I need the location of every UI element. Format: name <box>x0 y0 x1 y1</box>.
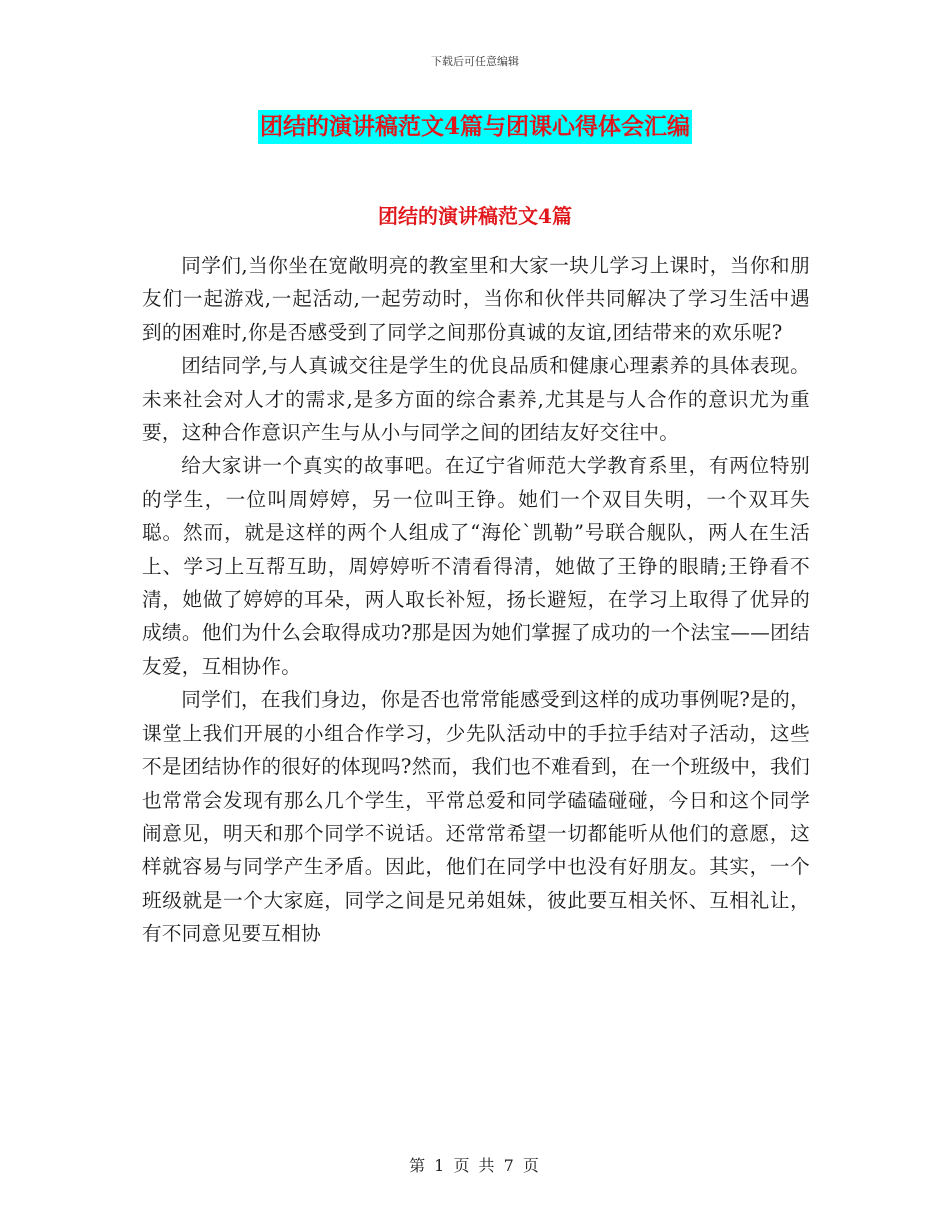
body-text <box>142 249 810 951</box>
paragraph: 同学们,当你坐在宽敞明亮的教室里和大家一块儿学习上课时，当你和朋友们一起游戏,一起活动,一起劳动时，当你和伙伴共同解决了学习生活中遇到的困难时,你是否感受到了同学之间那份真诚的友谊,团结带来的欢乐呢? <box>142 254 810 344</box>
document-main-title: 团结的演讲稿范文4篇与团课心得体会汇编 <box>258 110 692 144</box>
paragraph: 给大家讲一个真实的故事吧。在辽宁省师范大学教育系里，有两位特别的学生，一位叫周婷婷，另一位叫王铮。她们一个双目失明，一个双耳失聪。然而，就是这样的两个人组成了“海伦`凯勒”号联合舰队，两人在生活上、学习上互帮互助，周婷婷听不清看得清，她做了王铮的眼睛;王铮看不清，她做了婷婷的耳朵，两人取长补短，扬长避短，在学习上取得了优异的成绩。他们为什么会取得成功?那是因为她们掌握了成功的一个法宝——团结友爱，互相协作。 <box>142 454 810 678</box>
paragraph: 团结同学,与人真诚交往是学生的优良品质和健康心理素养的具体表现。未来社会对人才的需求,是多方面的综合素养,尤其是与人合作的意识尤为重要，这种合作意识产生与从小与同学之间的团结友好交往中。 <box>142 354 810 445</box>
header-note: 下载后可任意编辑 <box>431 55 519 68</box>
page-footer: 第 1 页 共 7 页 <box>409 1156 541 1175</box>
paragraph: 同学们，在我们身边，你是否也常常能感受到这样的成功事例呢?是的，课堂上我们开展的小组合作学习，少先队活动中的手拉手结对子活动，这些不是团结协作的很好的体现吗?然而，我们也不难看到，在一个班级中，我们也常常会发现有那么几个学生，平常总爱和同学磕磕碰碰，今日和这个同学闹意见，明天和那个同学不说话。还常常希望一切都能听从他们的意愿，这样就容易与同学产生矛盾。因此，他们在同学中也没有好朋友。其实，一个班级就是一个大家庭，同学之间是兄弟姐妹，彼此要互相关怀、互相礼让，有不同意见要互相协 <box>142 688 810 946</box>
main-title-container <box>0 110 950 144</box>
section-title: 团结的演讲稿范文4篇 <box>378 204 572 228</box>
